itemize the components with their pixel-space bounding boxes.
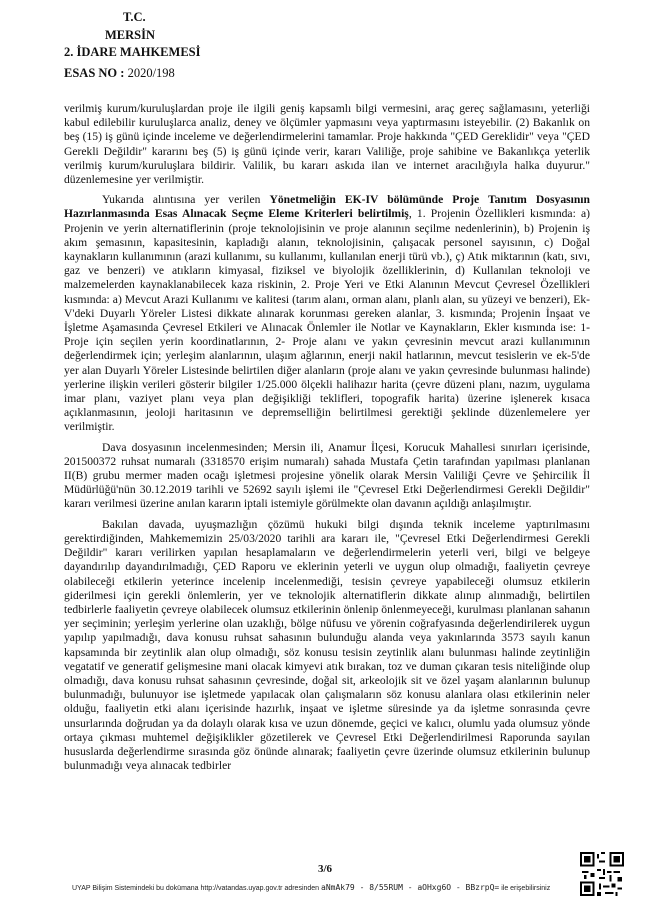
case-number [64,66,175,81]
paragraph: verilmiş kurum/kuruluşlardan proje ile ilgili geniş kapsamlı bilgi vermesini, araç gereç sağlamasını, yeterliği kabul edilebilir kuruluşlarca analiz, deney ve ölçümler yapmasını veya yaptırmasını isteyebilir. (2) Bakanlık on beş (15) iş günü içinde inceleme ve değerlendirmelerini tamamlar. Proje hakkında "ÇED Gereklidir" veya "ÇED Gerekli Değildir" kararını beş (5) iş günü içinde verir, kararı Valiliğe, proje sahibine ve Bakanlıkça yeterlik verilmiş kurum/kuruluşlara bildirir. Valilik, bu kararı askıda ilan ve internet aracılığıyla halka duyurur." düzenlemesine yer verilmiştir. [64,102,590,187]
footer-text: UYAP Bilişim Sistemindeki bu dokümana http://vatandas.uyap.gov.tr adresinden [72,885,320,892]
header-country: T.C. [123,10,146,24]
header-city: MERSİN [105,28,156,42]
paragraph-bold-text: Yönetmeliğin EK-IV bölümünde Proje Tanıtım Dosyasının Hazırlanmasında Esas Alınacak Seçme Eleme Kriterleri belirtilmiş [64,193,590,221]
paragraph-text: , 1. Projenin Özellikleri kısmında: a) Projenin ve yerin alternatiflerinin (proje teknolojisinin ve proje alanının seçilme nedenlerinin), b) Projenin iş akım şemasının, kapasitesinin, kapladığı alanın, teknolojisinin, çalışacak personel sayısının, c) Doğal kaynakların kullanımının (arazi kullanımı, su kullanımı, kullanılan enerji türü vb.), ç) Atık miktarının (katı, sıvı, gaz ve benzeri) ve atıkların kimyasal, fiziksel ve biyolojik özelliklerinin, d) Kullanılan teknoloji ve malzemelerden kaynaklanabilecek kaza riskinin, 2. Proje Yeri ve Etki Alanının Mevcut Çevresel Özellikleri kısmında: a) Mevcut Arazi Kullanımı ve kalitesi (tarım alanı, orman alanı, planlı alan, su yüzeyi ve benzeri), Ek-V'deki Duyarlı Yöreler Listesi dikkate alınarak korunması gereken alanlar, 3. kısmında; Projenin İnşaat ve İşletme Aşamasında Çevresel Etkileri ve Alınacak Önlemler ile Notlar ve Kaynakların, Ekler kısmında ise: 1- Proje için seçilen yerin koordinatlarının, 2- Proje alanı ve yakın çevresinin mevcut arazi kullanımının değerlendirmek için; yerleşim alanlarının, ulaşım ağlarının, enerji nakil hatlarının, mevcut tesislerin ve ek-5'de yer alan Duyarlı Yöreler Listesinde belirtilen diğer alanların (proje alanı ve yakın çevresinde bulunması halinde) yerlerine ilişkin verileri gösterir bilgiler 1/25.000 ölçekli halihazır harita (çevre düzeni planı, nazım, uygulama imar planı, vaziyet planı veya plan değişikliği teklifleri, topografik harita) üzerine işlenerek kısaca açıklanmasının, jeoloji haritasının ve depremselliğin belirtilmesi gerektiği şeklinde düzenlemelere yer verilmiştir. [64,207,590,434]
case-number-label: ESAS NO : [64,66,125,80]
page-number: 3/6 [317,863,333,875]
paragraph [64,193,590,434]
paragraph: Bakılan davada, uyuşmazlığın çözümü hukuki bilgi dışında teknik inceleme yaptırılmasını gerektirdiğinden, Mahkememizin 25/03/2020 tarihli ara kararı ile, "Çevresel Etki Değerlendirmesi Gerekli Değildir" kararı verilirken yapılan hesaplamaların ve değerlendirmelerin yeterli veri, bilgi ve belgeye dayandırılıp dayandırılmadığı, ÇED Raporu ve eklerinin yeterli ve uygun olup olmadığı, faaliyetin çevreye olabileceği etkilerin yeterince incelenip incelenmediği, tesisin çevreye yapabileceği olumsuz etkilerin giderilmesi için gerekli önlemlerin, yer ve teknolojik alternatiflerin dikkate alınıp alınmadığı, belirtilen tedbirlerle faaliyetin çevreye olabilecek olumsuz etkilerinin önlenip önlenmeyeceği, kurulması planlanan sahanın yer seçiminin; yerleşim yerlerine olan uzaklığı, bölge nüfusu ve yörenin coğrafyasında değerlendirilerek uygun yapılıp yapılmadığı, dava konusu ruhsat sahasının bulunduğu alanda veya yakınlarında 3573 sayılı kanun kapsamında bir zeytinlik alan olup olmadığı, söz konusu tesisin zeytinlik alanı bulunması halinde zeytinliğin vegatatif ve generatif gelişmesine mani olacak kimyevi atık bırakan, toz ve duman çıkaran tesis niteliğinde olup olmadığı, dava konusu ruhsat sahasının çevresinde, doğal sit, arkeolojik sit ve özel yaşam alanlarının bulunup bulunmadığı, bulunuyor ise işletmede yapılacak olan çalışmaların söz konusu alanlara olası etkilerinin neler olduğu, faaliyetin etki alanı içerisinde hazırlık, inşaat ve işletme süresinde ya da işletme sonrasında çevre unsurlarında doğrudan ya da dolaylı olarak kısa ve uzun dönemde, geçici ve kalıcı, olumlu yada olumsuz yönde ortaya çıkması muhtemel değişiklikler gözetilerek ve Çevresel Etki Değerlendirilmesi Raporunda sayılan hususlarda değerlendirme sırasında göz önünde alınarak; faaliyetin çevre üzerinde olumsuz etkilerinin bulunup bulunmadığı veya alınacak tedbirler [64,517,590,773]
paragraph: Dava dosyasının incelenmesinden; Mersin ili, Anamur İlçesi, Korucuk Mahallesi sınırları içerisinde, 201500372 ruhsat numaralı (3318570 erişim numaralı) sahada Mustafa Çetin tarafından yapılması planlanan II(B) grubu mermer maden ocağı işletmesi projesine yönelik olarak Mersin Valiliği Çevre ve Şehircilik İl Müdürlüğü'nün 30.12.2019 tarihli ve 52692 sayılı işlemi ile "Çevresel Etki Değerlendirmesi Gerekli Değildir" kararı verilmesi üzerine anılan kararın iptali istemiyle görülmekte olan davanın açıldığı anlaşılmıştır. [64,440,590,511]
paragraph-text: Yukarıda alıntısına yer verilen [102,193,270,207]
qr-code-icon [580,852,624,896]
document-body [64,102,590,779]
footer-suffix: ile erişebilirsiniz [501,885,551,892]
footer [72,883,550,892]
footer-verification-code: aNmAk79 - 8/55RUM - aOHxg6O - BBzrpQ= [321,883,500,892]
header-court: 2. İDARE MAHKEMESİ [64,45,201,59]
case-number-value: 2020/198 [127,66,175,80]
